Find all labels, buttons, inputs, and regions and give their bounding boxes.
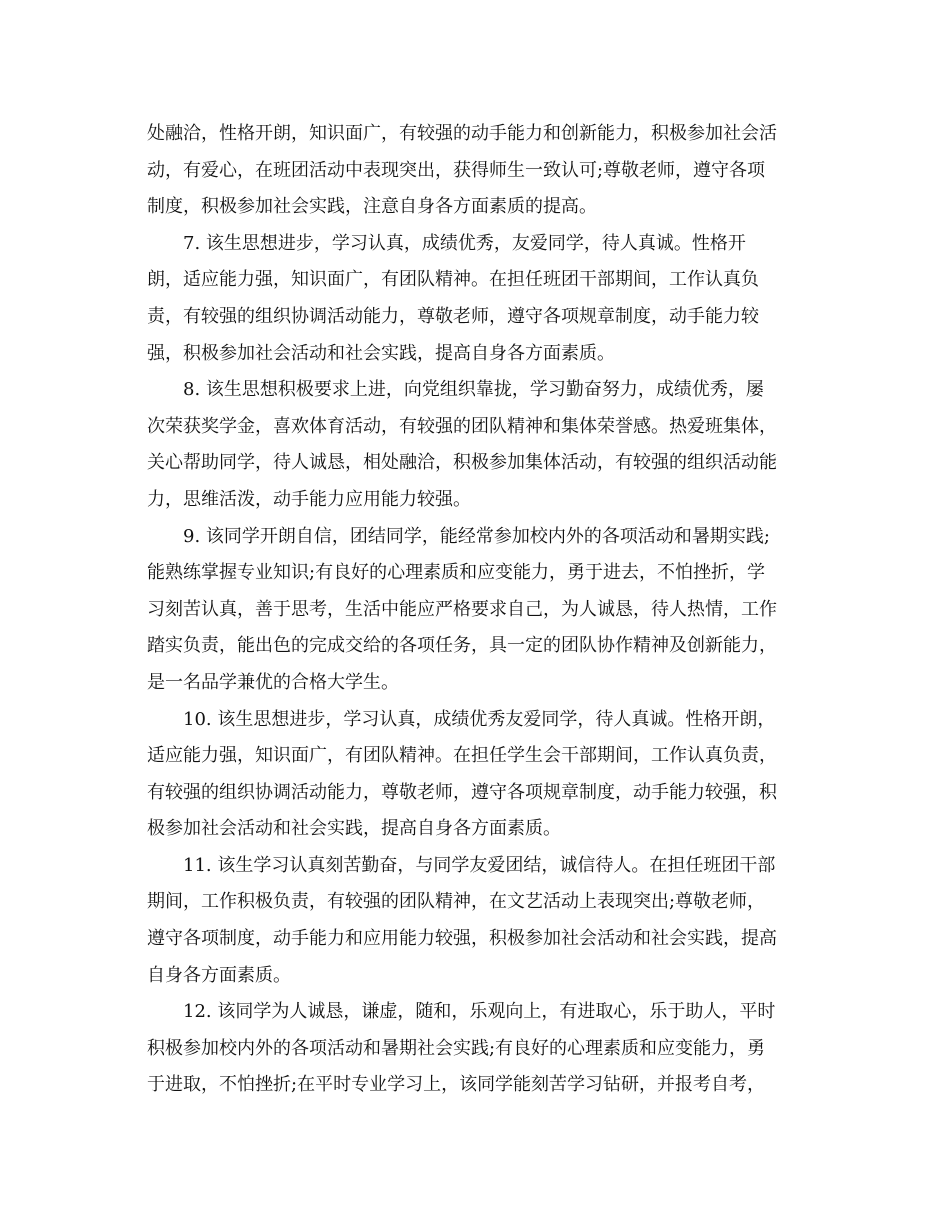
text-line: 是一名品学兼优的合格大学生。 <box>147 671 399 693</box>
text-line: 遵守各项制度，动手能力和应用能力较强，积极参加社会活动和社会实践，提高 <box>147 928 777 950</box>
document-body <box>147 116 807 1104</box>
text-line: 有较强的组织协调活动能力，尊敬老师，遵守各项规章制度，动手能力较强，积 <box>147 781 777 803</box>
paragraph-item-12 <box>147 994 807 1104</box>
text-line: 于进取，不怕挫折;在平时专业学习上，该同学能刻苦学习钻研，并报考自考， <box>147 1074 766 1096</box>
text-line: 7. 该生思想进步，学习认真，成绩优秀，友爱同学，待人真诚。性格开 <box>183 232 746 254</box>
paragraph-item-8 <box>147 372 807 518</box>
text-line: 动，有爱心，在班团活动中表现突出，获得师生一致认可;尊敬老师，遵守各项 <box>147 159 766 181</box>
text-line: 适应能力强，知识面广，有团队精神。在担任学生会干部期间，工作认真负责， <box>147 745 777 767</box>
paragraph-item-11 <box>147 848 807 994</box>
text-line: 朗，适应能力强，知识面广，有团队精神。在担任班团干部期间，工作认真负 <box>147 269 759 291</box>
text-line: 处融洽，性格开朗，知识面广，有较强的动手能力和创新能力，积极参加社会活 <box>147 123 777 144</box>
text-line: 强，积极参加社会活动和社会实践，提高自身各方面素质。 <box>147 342 615 364</box>
text-line: 10. 该生思想进步，学习认真，成绩优秀友爱同学，待人真诚。性格开朗， <box>183 708 776 730</box>
text-line: 9. 该同学开朗自信，团结同学，能经常参加校内外的各项活动和暑期实践; <box>183 525 770 547</box>
text-line: 能熟练掌握专业知识;有良好的心理素质和应变能力，勇于进去，不怕挫折，学 <box>147 562 766 584</box>
paragraph-item-9 <box>147 519 807 702</box>
text-line: 制度，积极参加社会实践，注意自身各方面素质的提高。 <box>147 196 597 218</box>
text-line: 次荣获奖学金，喜欢体育活动，有较强的团队精神和集体荣誉感。热爱班集体， <box>147 415 777 437</box>
text-line: 责，有较强的组织协调活动能力，尊敬老师，遵守各项规章制度，动手能力较 <box>147 305 759 327</box>
text-line: 12. 该同学为人诚恳，谦虚，随和，乐观向上，有进取心，乐于助人，平时 <box>183 1001 776 1023</box>
paragraph-continuation <box>147 116 807 226</box>
paragraph-item-10 <box>147 702 807 848</box>
text-line: 习刻苦认真，善于思考，生活中能应严格要求自己，为人诚恳，待人热情，工作 <box>147 598 777 620</box>
text-line: 极参加社会活动和社会实践，提高自身各方面素质。 <box>147 818 561 840</box>
text-line: 8. 该生思想积极要求上进，向党组织靠拢，学习勤奋努力，成绩优秀，屡 <box>183 379 764 401</box>
text-line: 期间，工作积极负责，有较强的团队精神，在文艺活动上表现突出;尊敬老师， <box>147 891 766 913</box>
text-line: 关心帮助同学，待人诚恳，相处融洽，积极参加集体活动，有较强的组织活动能 <box>147 452 777 474</box>
text-line: 力，思维活泼，动手能力应用能力较强。 <box>147 488 471 510</box>
paragraph-item-7 <box>147 226 807 372</box>
text-line: 积极参加校内外的各项活动和暑期社会实践;有良好的心理素质和应变能力，勇 <box>147 1037 766 1059</box>
text-line: 自身各方面素质。 <box>147 964 291 986</box>
text-line: 11. 该生学习认真刻苦勤奋，与同学友爱团结，诚信待人。在担任班团干部 <box>183 854 776 876</box>
text-line: 踏实负责，能出色的完成交给的各项任务，具一定的团队协作精神及创新能力， <box>147 635 777 657</box>
